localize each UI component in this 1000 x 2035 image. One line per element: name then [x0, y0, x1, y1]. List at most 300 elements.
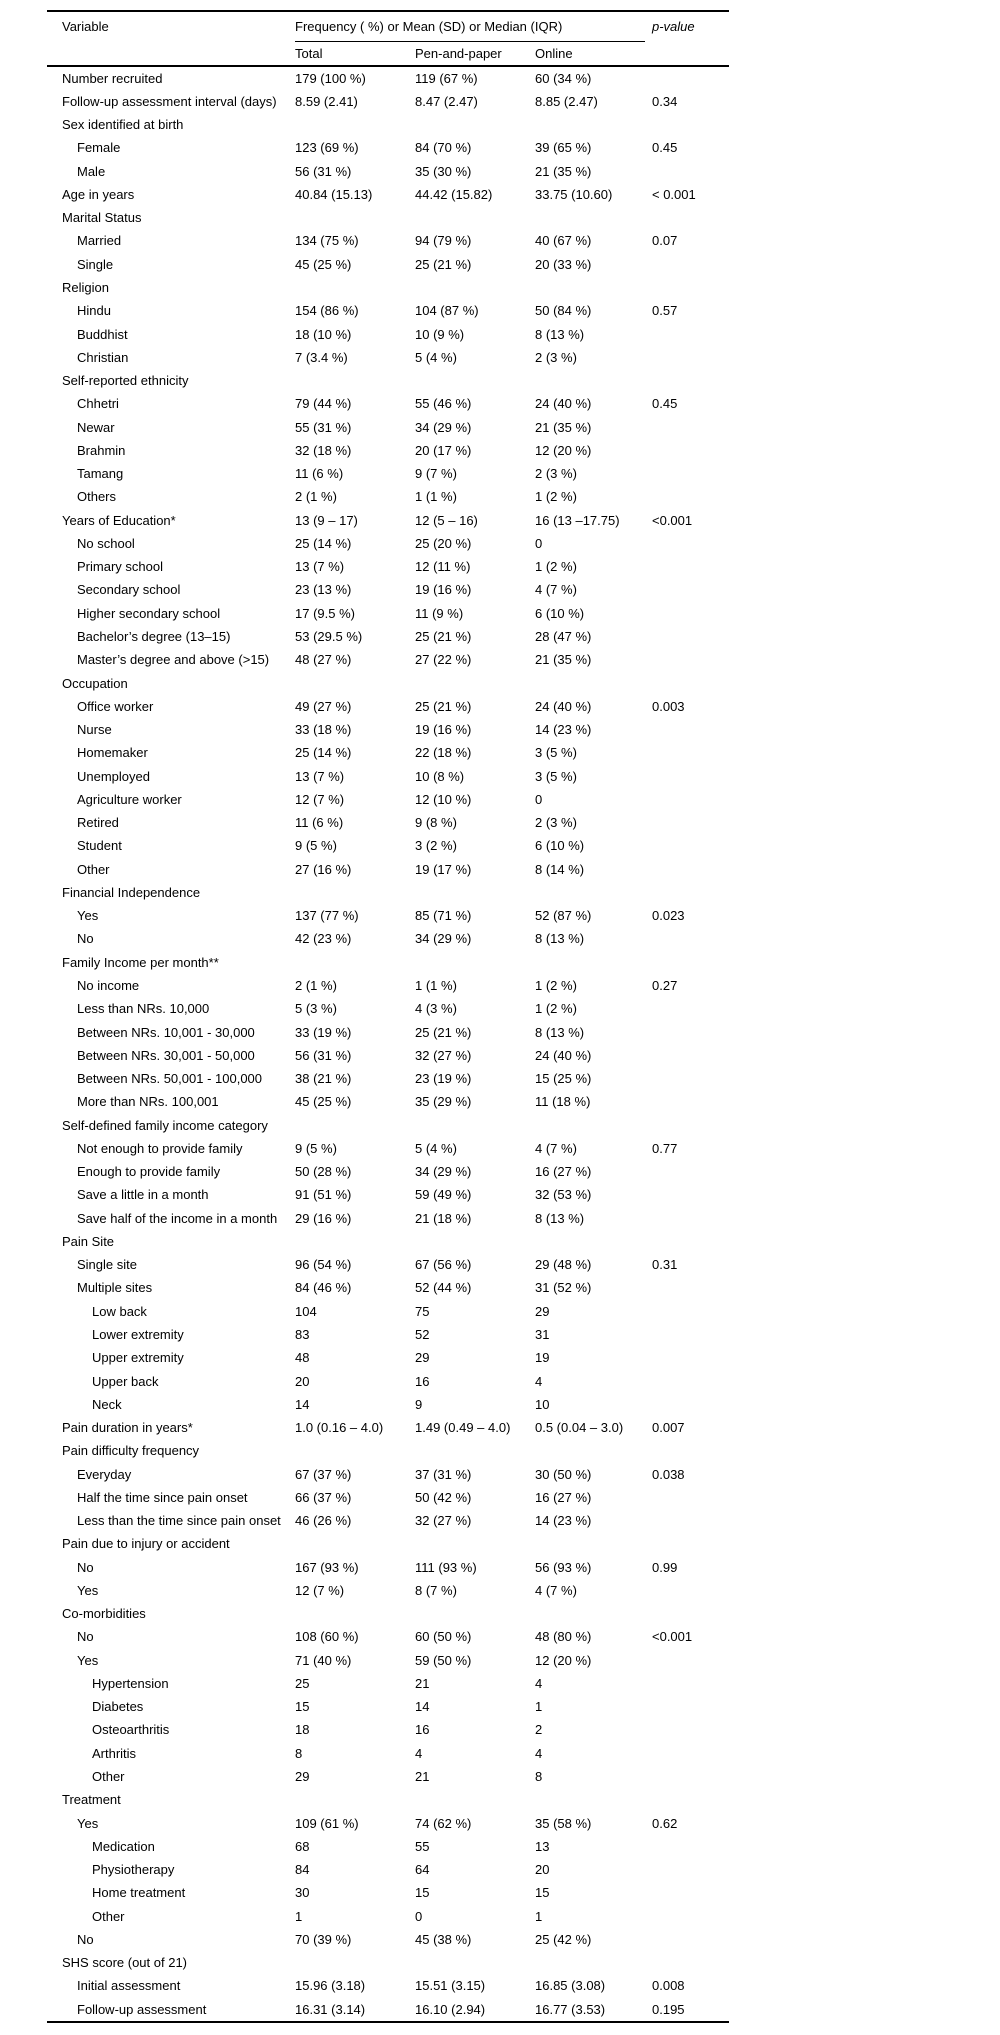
cell-pen-and-paper: 12 (5 – 16) — [415, 512, 478, 528]
table-row — [47, 1462, 729, 1485]
table-row — [47, 1602, 729, 1625]
row-label: Less than the time since pain onset — [77, 1513, 281, 1529]
cell-pen-and-paper: 74 (62 %) — [415, 1815, 472, 1831]
cell-online: 8 (14 %) — [535, 861, 585, 877]
row-label: Physiotherapy — [92, 1862, 175, 1878]
table-row — [47, 602, 729, 625]
cell-total: 48 — [295, 1350, 310, 1366]
table-row — [47, 346, 729, 369]
cell-online: 40 (67 %) — [535, 233, 592, 249]
row-label: Student — [77, 838, 122, 854]
table-row — [47, 1416, 729, 1439]
cell-pen-and-paper: 1 (1 %) — [415, 977, 457, 993]
cell-total: 42 (23 %) — [295, 931, 352, 947]
table-row — [47, 462, 729, 485]
cell-total: 15 — [295, 1699, 310, 1715]
cell-pen-and-paper: 16 — [415, 1722, 430, 1738]
cell-pen-and-paper: 85 (71 %) — [415, 908, 472, 924]
table-row — [47, 160, 729, 183]
cell-pen-and-paper: 9 (8 %) — [415, 815, 457, 831]
row-label: Financial Independence — [62, 884, 201, 900]
row-label: Master’s degree and above (>15) — [77, 652, 270, 668]
row-label: Years of Education* — [62, 512, 176, 528]
cell-online: 4 (7 %) — [535, 582, 577, 598]
cell-online: 2 (3 %) — [535, 815, 577, 831]
cell-online: 12 (20 %) — [535, 442, 592, 458]
row-label: SHS score (out of 21) — [62, 1955, 187, 1971]
row-label: Sex identified at birth — [62, 117, 184, 133]
cell-pen-and-paper: 4 (3 %) — [415, 1001, 457, 1017]
row-label: Self-defined family income category — [62, 1117, 268, 1133]
cell-online: 16 (13 –17.75) — [535, 512, 620, 528]
cell-pen-and-paper: 25 (21 %) — [415, 629, 472, 644]
cell-pen-and-paper: 16 — [415, 1373, 430, 1389]
cell-total: 79 (44 %) — [295, 396, 352, 412]
row-label: Other — [92, 1769, 125, 1785]
cell-online: 16.77 (3.53) — [535, 2001, 606, 2017]
row-label: Lower extremity — [92, 1326, 184, 1342]
row-label: Christian — [77, 349, 129, 365]
row-label: Hindu — [77, 303, 111, 319]
subcol-header-total: Total — [295, 45, 323, 61]
cell-total: 134 (75 %) — [295, 233, 359, 249]
cell-total: 109 (61 %) — [295, 1815, 359, 1831]
cell-total: 71 (40 %) — [295, 1652, 352, 1668]
table-body — [47, 67, 729, 2021]
table-row — [47, 439, 729, 462]
table-row — [47, 1904, 729, 1927]
table-row — [47, 485, 729, 508]
row-label: Tamang — [77, 466, 124, 482]
cell-pen-and-paper: 32 (27 %) — [415, 1513, 472, 1529]
cell-pen-and-paper: 5 (4 %) — [415, 1140, 457, 1156]
cell-pen-and-paper: 16.10 (2.94) — [415, 2001, 486, 2017]
row-label: Female — [77, 140, 121, 156]
cell-online: 0 — [535, 791, 543, 807]
cell-pen-and-paper: 25 (21 %) — [415, 698, 472, 714]
cell-total: 9 (5 %) — [295, 1140, 337, 1156]
table-row — [47, 229, 729, 252]
cell-online: 2 — [535, 1722, 543, 1738]
table-row — [47, 1835, 729, 1858]
row-label: Office worker — [77, 698, 154, 714]
cell-pen-and-paper: 19 (16 %) — [415, 722, 472, 738]
row-label: Half the time since pain onset — [77, 1489, 248, 1505]
table-row — [47, 671, 729, 694]
cell-online: 56 (93 %) — [535, 1559, 592, 1575]
cell-pvalue: <0.001 — [652, 1629, 693, 1645]
cell-pvalue: 0.45 — [652, 140, 678, 156]
table-row — [47, 532, 729, 555]
cell-pen-and-paper: 4 — [415, 1745, 423, 1761]
cell-pen-and-paper: 52 — [415, 1326, 430, 1342]
row-label: Marital Status — [62, 210, 142, 226]
table-row — [47, 1113, 729, 1136]
table-row — [47, 113, 729, 136]
cell-online: 14 (23 %) — [535, 722, 592, 738]
cell-pen-and-paper: 25 (20 %) — [415, 535, 472, 551]
row-label: No — [77, 1931, 94, 1947]
cell-total: 7 (3.4 %) — [295, 349, 348, 365]
table-row — [47, 858, 729, 881]
table-row — [47, 1625, 729, 1648]
table-row — [47, 90, 729, 113]
cell-total: 25 — [295, 1675, 310, 1691]
row-label: Neck — [92, 1396, 122, 1412]
cell-online: 31 (52 %) — [535, 1280, 592, 1296]
row-label: Other — [77, 861, 110, 877]
table-row — [47, 1044, 729, 1067]
cell-online: 1 — [535, 1699, 543, 1715]
cell-total: 154 (86 %) — [295, 303, 359, 319]
cell-pvalue: 0.27 — [652, 977, 678, 993]
row-label: Multiple sites — [77, 1280, 153, 1296]
row-label: Arthritis — [92, 1745, 137, 1761]
row-label: Yes — [77, 1652, 99, 1668]
cell-pvalue: 0.07 — [652, 233, 678, 249]
cell-pvalue: < 0.001 — [652, 186, 696, 202]
cell-online: 21 (35 %) — [535, 419, 592, 435]
row-label: Yes — [77, 1815, 99, 1831]
row-label: No school — [77, 535, 135, 551]
cell-online: 24 (40 %) — [535, 396, 592, 412]
cell-online: 11 (18 %) — [535, 1094, 591, 1110]
table-row — [47, 1300, 729, 1323]
cell-pen-and-paper: 50 (42 %) — [415, 1489, 472, 1505]
row-label: Primary school — [77, 559, 163, 575]
cell-pvalue: 0.008 — [652, 1978, 685, 1994]
cell-online: 1 — [535, 1908, 543, 1924]
table-row — [47, 1369, 729, 1392]
table-row — [47, 1346, 729, 1369]
cell-pvalue: 0.45 — [652, 396, 678, 412]
cell-online: 33.75 (10.60) — [535, 186, 613, 202]
table-row — [47, 67, 729, 90]
cell-online: 13 — [535, 1838, 550, 1854]
table-row — [47, 764, 729, 787]
cell-pvalue: <0.001 — [652, 512, 693, 528]
cell-pen-and-paper: 34 (29 %) — [415, 419, 472, 435]
cell-online: 60 (34 %) — [535, 70, 592, 86]
subcol-header-online: Online — [535, 45, 573, 61]
cell-online: 3 (5 %) — [535, 768, 577, 784]
cell-pen-and-paper: 14 — [415, 1699, 430, 1715]
row-label: Agriculture worker — [77, 791, 182, 807]
table-row — [47, 1579, 729, 1602]
table-row — [47, 1672, 729, 1695]
cell-total: 14 — [295, 1396, 310, 1412]
cell-online: 12 (20 %) — [535, 1652, 592, 1668]
cell-online: 8 (13 %) — [535, 931, 585, 947]
cell-total: 1.0 (0.16 – 4.0) — [295, 1420, 384, 1436]
cell-total: 40.84 (15.13) — [295, 186, 373, 202]
cell-total: 8 — [295, 1745, 303, 1761]
cell-pen-and-paper: 8.47 (2.47) — [415, 93, 478, 109]
cell-total: 15.96 (3.18) — [295, 1978, 366, 1994]
cell-online: 1 (2 %) — [535, 559, 577, 575]
table-row — [47, 369, 729, 392]
table-row — [47, 392, 729, 415]
table-header-row — [47, 12, 729, 41]
table-row — [47, 1137, 729, 1160]
cell-total: 11 (6 %) — [295, 466, 344, 482]
table-bottom-rule — [47, 2021, 729, 2023]
cell-online: 16.85 (3.08) — [535, 1978, 606, 1994]
row-label: Osteoarthritis — [92, 1722, 170, 1738]
cell-pvalue: 0.003 — [652, 698, 685, 714]
cell-total: 5 (3 %) — [295, 1001, 337, 1017]
cell-online: 8 (13 %) — [535, 326, 585, 342]
cell-pen-and-paper: 8 (7 %) — [415, 1582, 457, 1598]
row-label: Male — [77, 163, 106, 179]
cell-online: 20 (33 %) — [535, 256, 592, 272]
cell-pvalue: 0.038 — [652, 1466, 685, 1482]
cell-pen-and-paper: 55 — [415, 1838, 430, 1854]
table-row — [47, 1393, 729, 1416]
cell-total: 32 (18 %) — [295, 442, 352, 458]
table-row — [47, 1090, 729, 1113]
table-subheader-row — [47, 41, 729, 65]
row-label: Diabetes — [92, 1699, 144, 1715]
table-row — [47, 578, 729, 601]
row-label: Hypertension — [92, 1675, 169, 1691]
cell-online: 4 (7 %) — [535, 1140, 577, 1156]
cell-total: 67 (37 %) — [295, 1466, 352, 1482]
cell-pen-and-paper: 21 — [415, 1675, 430, 1691]
table-row — [47, 927, 729, 950]
cell-pen-and-paper: 75 — [415, 1303, 430, 1319]
cell-total: 23 (13 %) — [295, 582, 352, 598]
table-row — [47, 695, 729, 718]
row-label: Number recruited — [62, 70, 163, 86]
row-label: Pain difficulty frequency — [62, 1443, 200, 1459]
cell-pen-and-paper: 1 (1 %) — [415, 489, 457, 505]
cell-online: 8.85 (2.47) — [535, 93, 598, 109]
row-label: Buddhist — [77, 326, 128, 342]
cell-total: 123 (69 %) — [295, 140, 359, 156]
row-label: Pain due to injury or accident — [62, 1536, 230, 1552]
table-row — [47, 1276, 729, 1299]
cell-pen-and-paper: 21 (18 %) — [415, 1210, 472, 1226]
cell-pvalue: 0.31 — [652, 1257, 678, 1273]
row-label: Not enough to provide family — [77, 1140, 243, 1156]
cell-total: 104 — [295, 1303, 317, 1319]
cell-pvalue: 0.77 — [652, 1140, 678, 1156]
table-row — [47, 136, 729, 159]
cell-online: 30 (50 %) — [535, 1466, 592, 1482]
cell-pen-and-paper: 22 (18 %) — [415, 745, 472, 761]
row-label: Low back — [92, 1303, 147, 1319]
cell-total: 167 (93 %) — [295, 1559, 359, 1575]
table-row — [47, 788, 729, 811]
cell-online: 4 — [535, 1745, 543, 1761]
cell-pen-and-paper: 104 (87 %) — [415, 303, 479, 319]
cell-pen-and-paper: 59 (50 %) — [415, 1652, 472, 1668]
cell-pen-and-paper: 21 — [415, 1769, 430, 1785]
cell-pen-and-paper: 119 (67 %) — [415, 70, 478, 86]
row-label: Newar — [77, 419, 115, 435]
table-row — [47, 1160, 729, 1183]
cell-online: 48 (80 %) — [535, 1629, 592, 1645]
row-label: Pain duration in years* — [62, 1420, 193, 1436]
row-label: Religion — [62, 280, 109, 296]
table-row — [47, 1509, 729, 1532]
cell-pen-and-paper: 11 (9 %) — [415, 605, 464, 621]
cell-pen-and-paper: 29 — [415, 1350, 430, 1366]
row-label: Between NRs. 30,001 - 50,000 — [77, 1047, 255, 1063]
cell-total: 2 (1 %) — [295, 489, 337, 505]
cell-online: 15 (25 %) — [535, 1071, 592, 1087]
cell-online: 6 (10 %) — [535, 838, 585, 854]
cell-online: 24 (40 %) — [535, 698, 592, 714]
cell-online: 4 — [535, 1373, 543, 1389]
cell-pen-and-paper: 19 (16 %) — [415, 582, 472, 598]
row-label: Save a little in a month — [77, 1187, 209, 1203]
cell-pen-and-paper: 0 — [415, 1908, 423, 1924]
cell-total: 12 (7 %) — [295, 1582, 345, 1598]
table-row — [47, 1928, 729, 1951]
cell-pen-and-paper: 9 (7 %) — [415, 466, 457, 482]
cell-total: 25 (14 %) — [295, 745, 352, 761]
table-row — [47, 904, 729, 927]
cell-total: 49 (27 %) — [295, 698, 352, 714]
cell-online: 8 — [535, 1769, 543, 1785]
cell-pen-and-paper: 9 — [415, 1396, 423, 1412]
cell-total: 179 (100 %) — [295, 70, 366, 86]
cell-online: 1 (2 %) — [535, 1001, 577, 1017]
cell-pen-and-paper: 111 (93 %) — [415, 1559, 477, 1575]
cell-online: 25 (42 %) — [535, 1931, 592, 1947]
cell-pen-and-paper: 64 — [415, 1862, 430, 1878]
cell-total: 48 (27 %) — [295, 652, 352, 668]
row-label: Unemployed — [77, 768, 150, 784]
cell-pen-and-paper: 59 (49 %) — [415, 1187, 472, 1203]
table-row — [47, 299, 729, 322]
row-label: Upper back — [92, 1373, 159, 1389]
table-row — [47, 206, 729, 229]
table-row — [47, 1742, 729, 1765]
row-label: Home treatment — [92, 1885, 186, 1901]
cell-total: 68 — [295, 1838, 310, 1854]
row-label: No — [77, 1559, 94, 1575]
cell-total: 84 (46 %) — [295, 1280, 352, 1296]
cell-pen-and-paper: 84 (70 %) — [415, 140, 472, 156]
cell-pen-and-paper: 34 (29 %) — [415, 1164, 472, 1180]
cell-pen-and-paper: 35 (30 %) — [415, 163, 472, 179]
table-row — [47, 1323, 729, 1346]
cell-online: 4 (7 %) — [535, 1582, 577, 1598]
table-row — [47, 1695, 729, 1718]
cell-total: 8.59 (2.41) — [295, 93, 358, 109]
cell-total: 96 (54 %) — [295, 1257, 352, 1273]
cell-total: 70 (39 %) — [295, 1931, 352, 1947]
table-row — [47, 1020, 729, 1043]
table-row — [47, 1788, 729, 1811]
row-label: Save half of the income in a month — [77, 1210, 278, 1226]
table-row — [47, 834, 729, 857]
cell-pen-and-paper: 23 (19 %) — [415, 1071, 472, 1087]
cell-online: 8 (13 %) — [535, 1210, 585, 1226]
row-label: Brahmin — [77, 442, 126, 458]
col-header-frequency-group: Frequency ( %) or Mean (SD) or Median (IQR) — [295, 12, 645, 42]
cell-online: 21 (35 %) — [535, 652, 592, 668]
row-label: Upper extremity — [92, 1350, 184, 1366]
table-row — [47, 1067, 729, 1090]
row-label: Family Income per month** — [62, 954, 219, 970]
cell-online: 0.5 (0.04 – 3.0) — [535, 1420, 624, 1436]
row-label: No income — [77, 977, 140, 993]
cell-online: 31 — [535, 1326, 550, 1342]
cell-pen-and-paper: 34 (29 %) — [415, 931, 472, 947]
cell-pen-and-paper: 1.49 (0.49 – 4.0) — [415, 1420, 511, 1436]
cell-online: 20 — [535, 1862, 550, 1878]
cell-pen-and-paper: 19 (17 %) — [415, 861, 472, 877]
cell-total: 45 (25 %) — [295, 1094, 352, 1110]
cell-total: 83 — [295, 1326, 310, 1342]
table-row — [47, 741, 729, 764]
cell-pen-and-paper: 25 (21 %) — [415, 256, 472, 272]
row-label: Others — [77, 489, 117, 505]
cell-pvalue: 0.007 — [652, 1420, 685, 1436]
cell-pvalue: 0.57 — [652, 303, 678, 319]
cell-pen-and-paper: 10 (8 %) — [415, 768, 465, 784]
cell-online: 29 (48 %) — [535, 1257, 592, 1273]
cell-pen-and-paper: 67 (56 %) — [415, 1257, 472, 1273]
row-label: Less than NRs. 10,000 — [77, 1001, 210, 1017]
cell-total: 108 (60 %) — [295, 1629, 359, 1645]
cell-total: 29 (16 %) — [295, 1210, 352, 1226]
row-label: Pain Site — [62, 1233, 115, 1249]
cell-total: 11 (6 %) — [295, 815, 344, 831]
table-row — [47, 881, 729, 904]
cell-online: 1 (2 %) — [535, 489, 577, 505]
demographics-table — [47, 10, 729, 2023]
cell-pvalue: 0.99 — [652, 1559, 678, 1575]
cell-online: 3 (5 %) — [535, 745, 577, 761]
cell-total: 18 — [295, 1722, 310, 1738]
table-row — [47, 183, 729, 206]
cell-online: 24 (40 %) — [535, 1047, 592, 1063]
cell-online: 6 (10 %) — [535, 605, 585, 621]
row-label: More than NRs. 100,001 — [77, 1094, 219, 1110]
cell-total: 50 (28 %) — [295, 1164, 352, 1180]
table-row — [47, 322, 729, 345]
cell-total: 1 — [295, 1908, 303, 1924]
cell-total: 33 (19 %) — [295, 1024, 352, 1040]
col-header-variable: Variable — [62, 19, 109, 34]
cell-total: 46 (26 %) — [295, 1513, 352, 1529]
row-label: Age in years — [62, 186, 135, 202]
cell-total: 53 (29.5 %) — [295, 629, 363, 644]
table-row — [47, 1207, 729, 1230]
cell-pvalue: 0.195 — [652, 2001, 685, 2017]
cell-online: 16 (27 %) — [535, 1489, 592, 1505]
table-row — [47, 253, 729, 276]
table-row — [47, 718, 729, 741]
row-label: Chhetri — [77, 396, 119, 412]
table-row — [47, 1765, 729, 1788]
cell-pen-and-paper: 5 (4 %) — [415, 349, 457, 365]
row-label: Yes — [77, 1582, 99, 1598]
cell-online: 10 — [535, 1396, 550, 1412]
cell-total: 13 (9 – 17) — [295, 512, 358, 528]
cell-pen-and-paper: 15 — [415, 1885, 430, 1901]
cell-online: 21 (35 %) — [535, 163, 592, 179]
cell-pen-and-paper: 45 (38 %) — [415, 1931, 472, 1947]
cell-total: 29 — [295, 1769, 310, 1785]
cell-total: 16.31 (3.14) — [295, 2001, 366, 2017]
table-row — [47, 1881, 729, 1904]
